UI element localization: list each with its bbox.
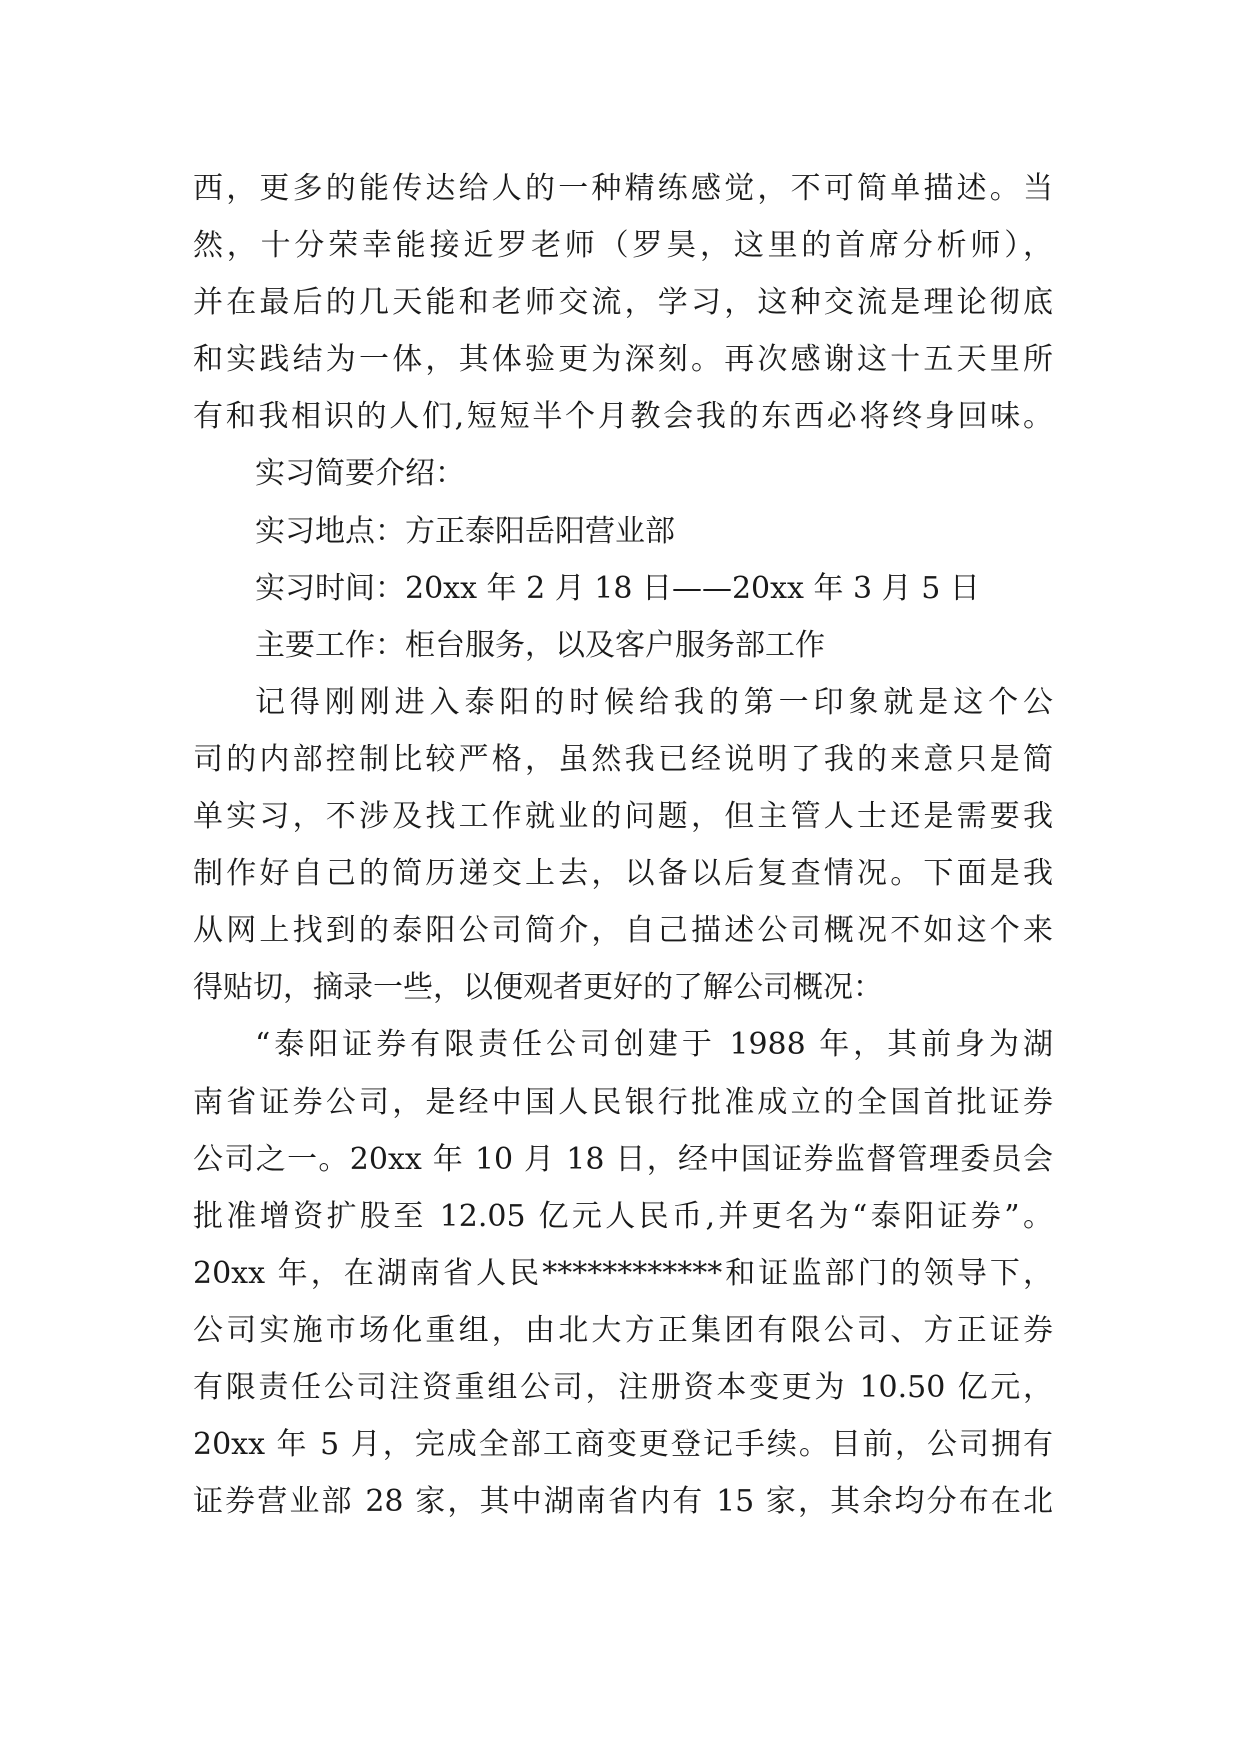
body-text: [193, 160, 1053, 1530]
text-line: 单实习，不涉及找工作就业的问题，但主管人士还是需要我: [193, 799, 1053, 835]
text-line: 实习时间：20xx 年 2 月 18 日——20xx 年 3 月 5 日: [255, 570, 980, 606]
text-line: 然，十分荣幸能接近罗老师（罗昊，这里的首席分析师），: [193, 228, 1053, 264]
text-line: 有和我相识的人们,短短半个月教会我的东西必将终身回味。: [193, 399, 1053, 435]
text-line: 20xx 年，在湖南省人民************和证监部门的领导下，: [193, 1255, 1053, 1291]
text-line: 公司之一。20xx 年 10 月 18 日，经中国证券监督管理委员会: [193, 1141, 1053, 1177]
text-line: 南省证券公司，是经中国人民银行批准成立的全国首批证券: [193, 1084, 1053, 1120]
text-line: “泰阳证券有限责任公司创建于 1988 年，其前身为湖: [255, 1027, 1053, 1063]
text-line: 公司实施市场化重组，由北大方正集团有限公司、方正证券: [193, 1312, 1053, 1348]
text-line: 主要工作：柜台服务，以及客户服务部工作: [255, 627, 825, 663]
text-line: 得贴切，摘录一些，以便观者更好的了解公司概况：: [193, 970, 883, 1006]
text-line: 有限责任公司注资重组公司，注册资本变更为 10.50 亿元，: [193, 1369, 1053, 1405]
text-line: 实习简要介绍：: [255, 456, 465, 492]
text-line: 制作好自己的简历递交上去，以备以后复查情况。下面是我: [193, 856, 1053, 892]
text-line: 记得刚刚进入泰阳的时候给我的第一印象就是这个公: [255, 684, 1053, 720]
text-line: 并在最后的几天能和老师交流，学习，这种交流是理论彻底: [193, 285, 1053, 321]
text-line: 证券营业部 28 家，其中湖南省内有 15 家，其余均分布在北: [193, 1484, 1053, 1520]
text-line: 西，更多的能传达给人的一种精练感觉，不可简单描述。当: [193, 171, 1053, 206]
text-line: 实习地点：方正泰阳岳阳营业部: [255, 513, 675, 549]
text-line: 和实践结为一体，其体验更为深刻。再次感谢这十五天里所: [193, 342, 1053, 378]
text-line: 20xx 年 5 月，完成全部工商变更登记手续。目前，公司拥有: [193, 1427, 1053, 1463]
text-line: 从网上找到的泰阳公司简介，自己描述公司概况不如这个来: [193, 913, 1053, 949]
text-line: 批准增资扩股至 12.05 亿元人民币,并更名为“泰阳证券”。: [193, 1198, 1053, 1234]
text-line: 司的内部控制比较严格，虽然我已经说明了我的来意只是简: [193, 741, 1053, 777]
